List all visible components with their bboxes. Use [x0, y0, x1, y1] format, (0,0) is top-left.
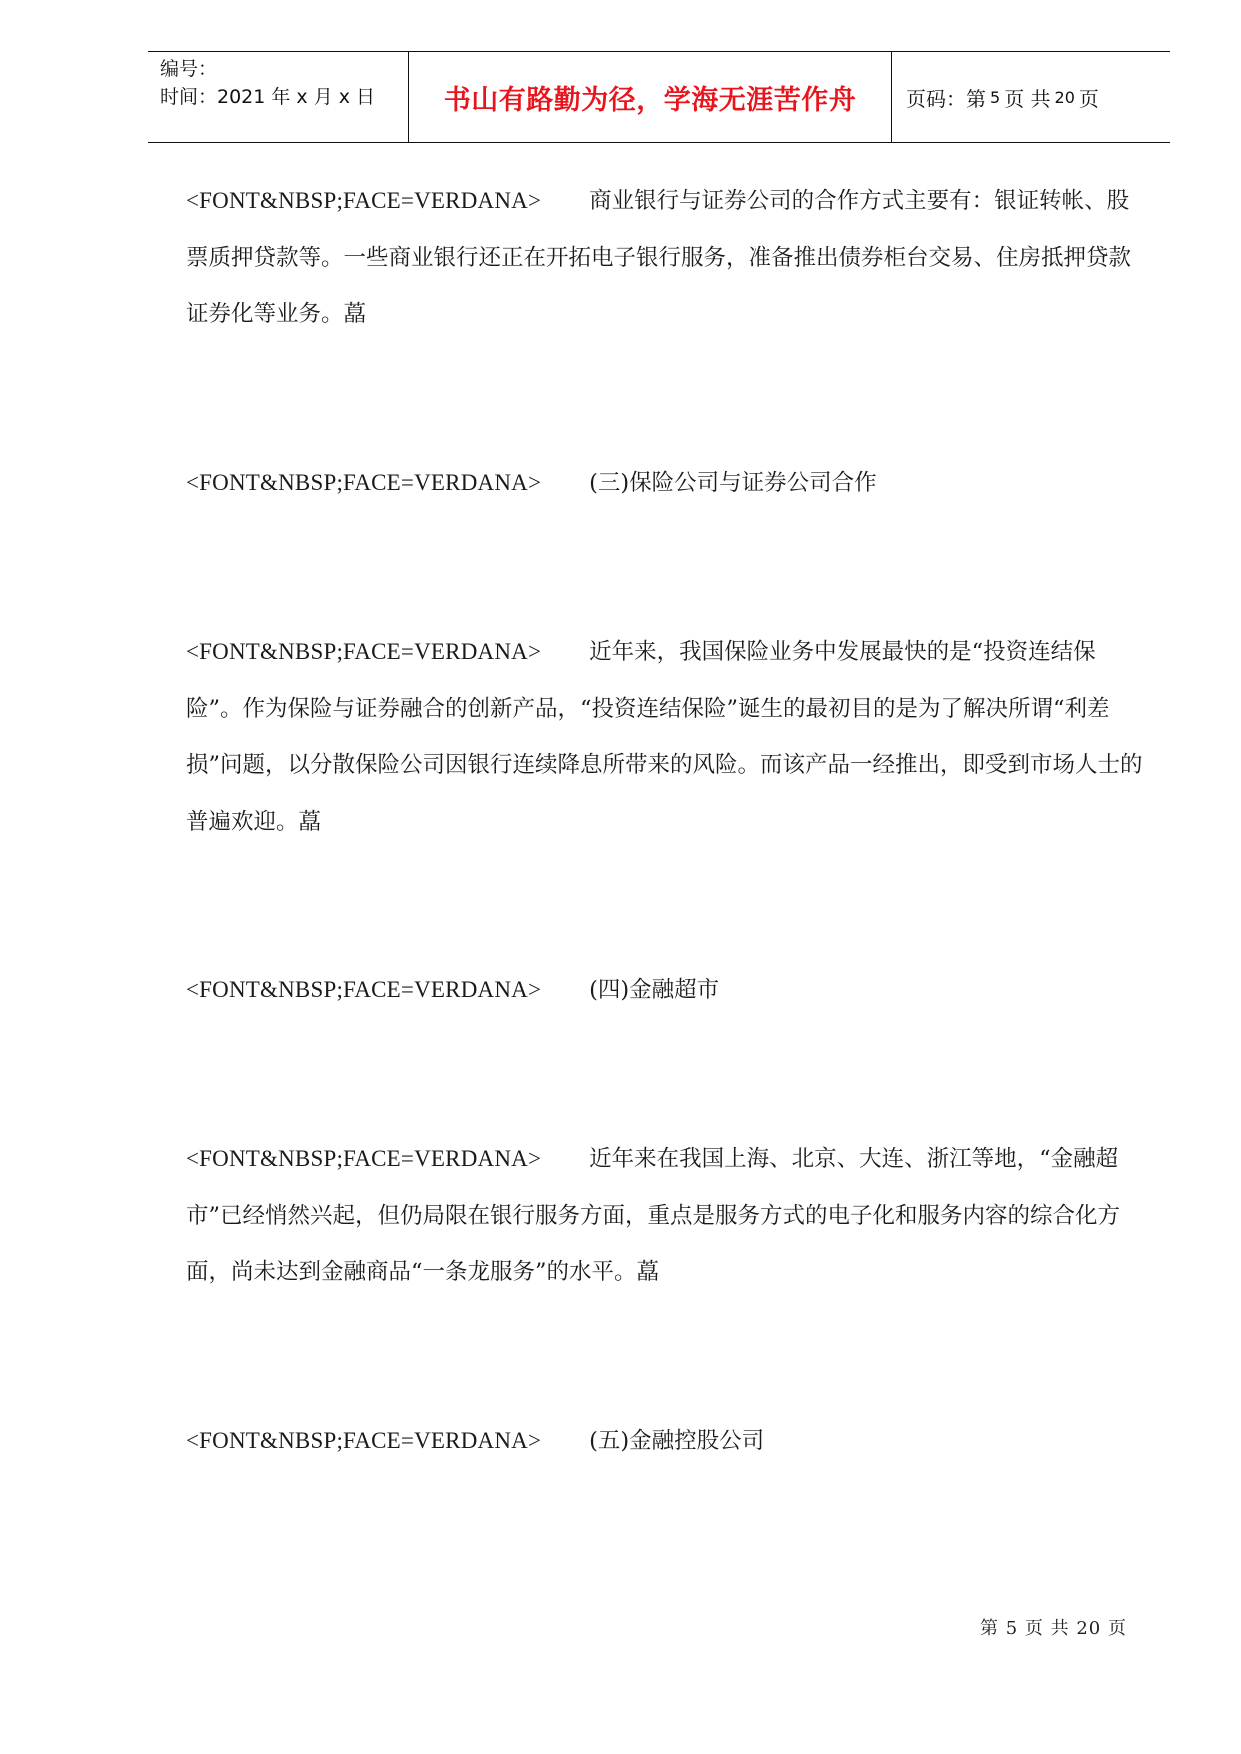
section-heading [186, 1413, 1146, 1470]
page-mid: 页 共 [1004, 86, 1051, 111]
paragraph-text: 近年来，我国保险业务中发展最快的是“投资连结保险”。作为保险与证券融合的创新产品，“投资连结保险”诞生的最初目的是为了解决所谓“利差损”问题，以分散保险公司因银行连续降息所带来的风险。而该产品一经推出，即受到市场人士的普遍欢迎。藠 [186, 639, 1143, 835]
section-heading [186, 455, 1146, 512]
time-label: 时间：2021 年 x 月 x 日 [160, 86, 376, 108]
font-tag: <FONT&NBSP;FACE=VERDANA> [186, 977, 542, 1002]
header-motto: 书山有路勤为径，学海无涯苦作舟 [443, 84, 857, 116]
heading-text: (五)金融控股公司 [589, 1428, 765, 1454]
section-heading [186, 962, 1146, 1019]
font-tag: <FONT&NBSP;FACE=VERDANA> [186, 639, 542, 664]
header-meta [160, 55, 410, 111]
header-divider [891, 52, 892, 142]
paragraph-text: 商业银行与证券公司的合作方式主要有：银证转帐、股票质押贷款等。一些商业银行还正在开拓电子银行服务，准备推出债券柜台交易、住房抵押贷款证券化等业务。藠 [186, 188, 1132, 327]
paragraph [186, 173, 1146, 343]
heading-text: (四)金融超市 [589, 977, 720, 1003]
page-prefix: 页码：第 [906, 86, 986, 111]
font-tag: <FONT&NBSP;FACE=VERDANA> [186, 470, 542, 495]
page-header [148, 51, 1170, 143]
page-total: 20 [1054, 87, 1075, 107]
page-suffix: 页 [1078, 86, 1099, 111]
font-tag: <FONT&NBSP;FACE=VERDANA> [186, 1146, 542, 1171]
heading-text: (三)保险公司与证券公司合作 [589, 470, 877, 496]
font-tag: <FONT&NBSP;FACE=VERDANA> [186, 188, 542, 213]
page-footer: 第 5 页 共 20 页 [980, 1618, 1127, 1639]
page-current: 5 [990, 87, 1001, 107]
header-page-number [906, 52, 1099, 142]
paragraph-text: 近年来在我国上海、北京、大连、浙江等地，“金融超市”已经悄然兴起，但仍局限在银行服务方面，重点是服务方式的电子化和服务内容的综合化方面，尚未达到金融商品“一条龙服务”的水平。藠 [186, 1146, 1121, 1285]
paragraph [186, 624, 1146, 850]
serial-label: 编号： [160, 58, 218, 80]
header-divider [408, 52, 409, 142]
paragraph [186, 1131, 1146, 1301]
font-tag: <FONT&NBSP;FACE=VERDANA> [186, 1428, 542, 1453]
